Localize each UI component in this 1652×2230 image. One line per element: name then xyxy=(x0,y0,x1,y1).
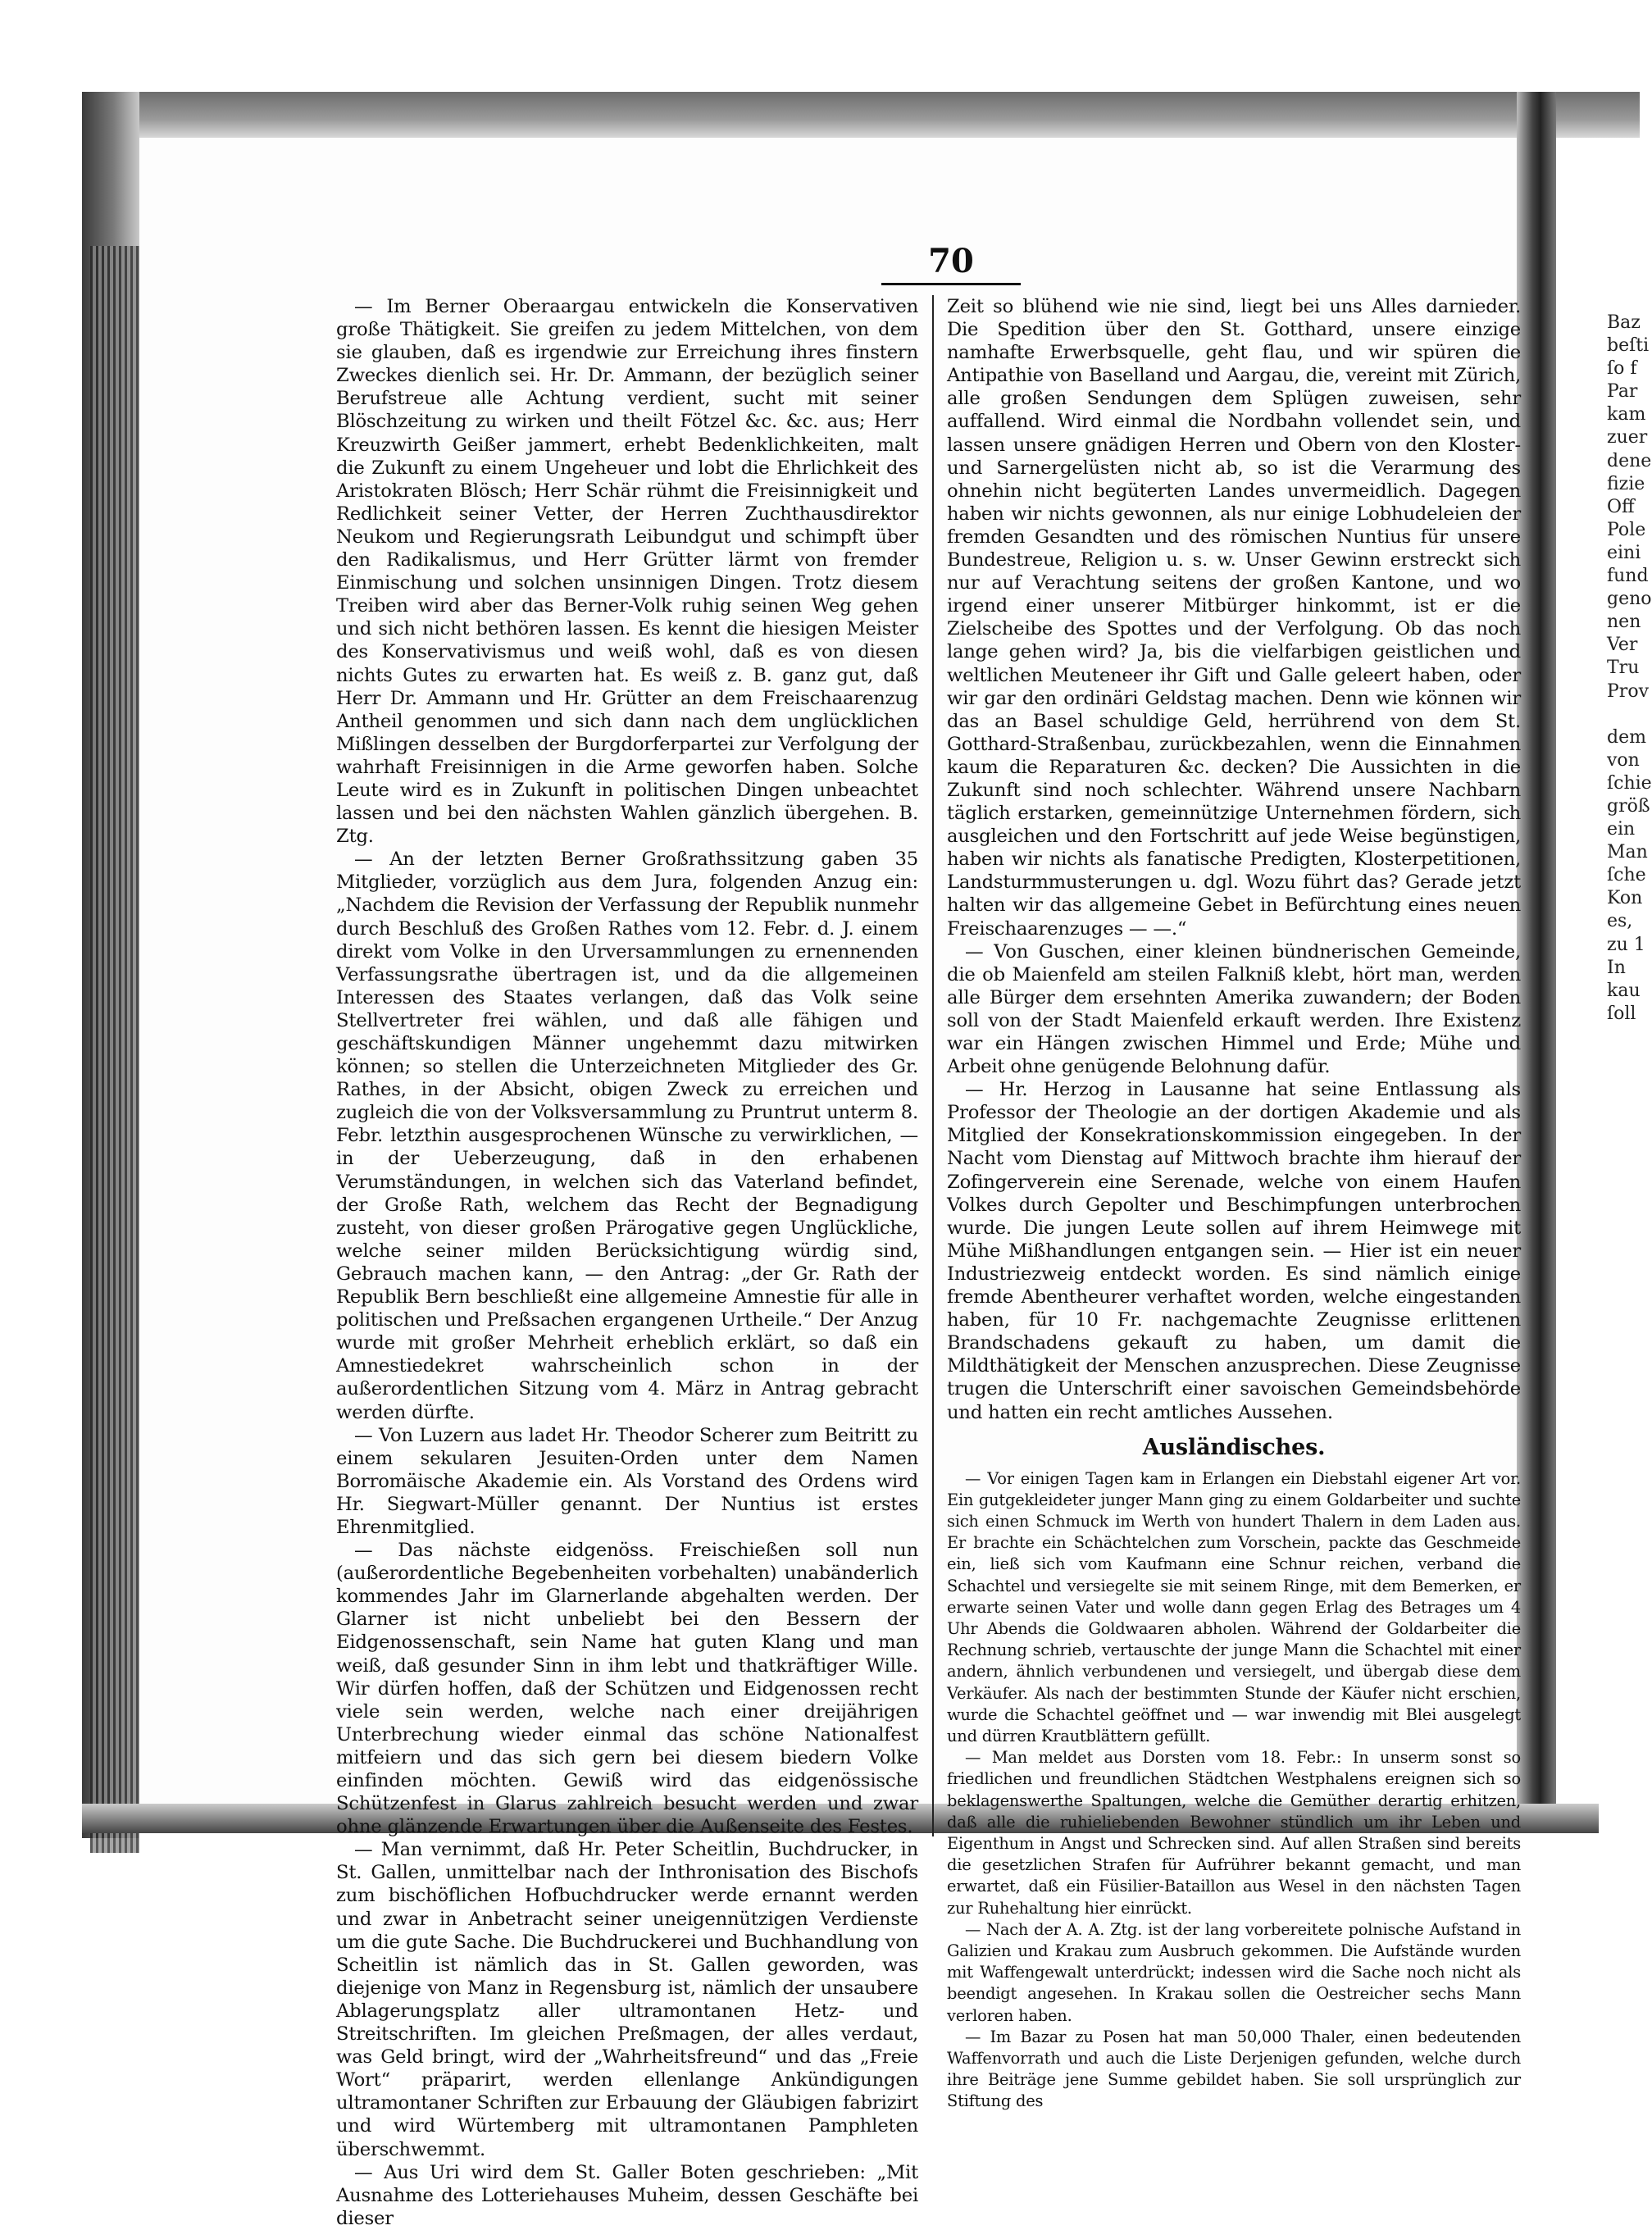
article-herzog: — Hr. Herzog in Lausanne hat seine Entlassung als Professor der Theologie an der dortigen Akademie und als Mitglied der Konsekrationskommission eingegeben. In der Nacht vom Dienstag auf Mittwoch brachte ihm hierauf der Zofingerverein eine Serenade, welche von einem Haufen Volkes durch Gepolter und Beschimpfungen unterbrochen wurde. Die jungen Leute sollen auf ihrem Heimwege mit Mühe Mißhandlungen entgangen sein. — Hier ist ein neuer Industriezweig entdeckt worden. Es sind nämlich einige fremde Abentheurer verhaftet worden, welche eingestanden haben, für 10 Fr. nachgemachte Zeugnisse erlittenen Brandschadens gekauft zu haben, um damit die Mildthätigkeit der Menschen anzusprechen. Diese Zeugnisse trugen die Unterschrift einer savoischen Gemeindsbehörde und hatten ein recht amtliches Aussehen. xyxy=(947,1079,1521,1423)
article-grossrathssitzung: — An der letzten Berner Großrathssitzung gaben 35 Mitglieder, vorzüglich aus dem Jura, folgenden Anzug ein: „Nachdem die Revision der Verfassung der Republik nunmehr durch Beschluß des Großen Rathes vom 12. Febr. d. J. einem direkt vom Volke in den Urversammlungen zu ernennenden Verfassungsrathe übertragen ist, und da die allgemeinen Interessen des Staates verlangen, daß das Volk seine Stellvertreter frei wählen, und daß alle fähigen und geschäftskundigen Männer ungehemmt dazu mitwirken können; so stellen die Unterzeichneten Mitglieder des Gr. Rathes, in der Absicht, obigen Zweck zu erreichen und zugleich die von der Volksversammlung zu Pruntrut unterm 8. Febr. letzthin ausgesprochenen Wünsche zu verwirklichen, — in der Ueberzeugung, daß in den erhabenen Verumständungen, in welchen sich das Vaterland befindet, der Große Rath, welchem das Recht der Begnadigung zusteht, von dieser großen Prärogative gegen Unglückliche, welche seiner milden Berücksichtigung würdig sind, Gebrauch machen kann, — den Antrag: „der Gr. Rath der Republik Bern beschließt eine allgemeine Amnestie für alle in politischen und Preßsachen ergangenen Urtheile.“ Der Anzug wurde mit großer Mehrheit erheblich erklärt, so daß ein Amnestiedekret wahrscheinlich schon in der außerordentlichen Sitzung vom 4. März in Antrag gebracht werden dürfte. xyxy=(336,849,918,1423)
left-column xyxy=(336,295,918,2230)
book-gutter-fold xyxy=(1517,92,1556,1822)
article-scheitlin: — Man vernimmt, daß Hr. Peter Scheitlin, Buchdrucker, in St. Gallen, unmittelbar nach der Inthronisation des Bischofs zum bischöflichen Hofbuchdrucker werde ernannt werden und zwar in Anbetracht seiner uneigennützigen Verdienste um die gute Sache. Die Buchdruckerei und Buchhandlung von Scheitlin ist nämlich das in St. Gallen geworden, was diejenige von Manz in Regensburg ist, nämlich der unsaubere Ablagerungsplatz aller ultramontanen Hetz- und Streitschriften. Im gleichen Preßmagen, der alles verdaut, was Geld bringt, wird der „Wahrheitsfreund“ und das „Freie Wort“ präparirt, werden ellenlange Ankündigungen ultramontaner Schriften zur Erbauung der Gläubigen fabrizirt und wird Würtemberg mit ultramontanen Pamphleten überschwemmt. xyxy=(336,1839,918,2160)
book-binding-edge xyxy=(90,246,139,1853)
book-shadow-top xyxy=(82,92,1640,138)
page-number: 70 xyxy=(928,242,974,280)
foreign-news-section xyxy=(947,1468,1521,2113)
adjacent-page-fragment: Baz beſti ſo f Par kam zuer dene fizie Off Pole eini fund geno nen Ver Tru Prov dem von ſchie größ ein Man ſche Kon es, zu 1 In kau ſoll xyxy=(1607,312,1652,1024)
article-uri-continued: Zeit so blühend wie nie sind, liegt bei uns Alles darnieder. Die Spedition über den St. Gotthard, unsere einzige namhafte Erwerbsquelle, geht flau, und wir spüren die Antipathie von Baselland und Aargau, die, vereint mit Zürich, alle großen Sendungen dem Splügen zuweisen, sehr auffallend. Wird einmal die Nordbahn vollendet sein, und lassen unsere gnädigen Herren und Obern von den Kloster- und Sarnergelüsten nicht ab, so ist die Verarmung des ohnehin nicht begüterten Landes unvermeidlich. Dagegen haben wir nichts gewonnen, als nur einige Lobhudeleien der fremden Gesandten und des römischen Nuntius für unsere Bundestreue, Religion u. s. w. Unser Gewinn erstreckt sich nur auf Verachtung seitens der großen Kantone, und wo irgend einer unserer Mitbürger hinkommt, ist er die Zielscheibe des Spottes und der Verfolgung. Ob das noch lange gehen wird? Ja, bis die vielfarbigen geistlichen und weltlichen Meuteneer ihr Gift und Galle geleert haben, oder wir gar den ordinäri Geldstag machen. Denn wie können wir das an Basel schuldige Geld, herrührend von dem St. Gotthard-Straßenbau, zurückbezahlen, wenn die Einnahmen kaum die Reparaturen &c. decken? Die Aussichten in die Zukunft sind noch schlechter. Während unsere Nachbarn täglich erstarken, gemeinnützige Unternehmen fördern, sich ausgleichen und den Fortschritt auf jede Weise begünstigen, haben wir nichts als fanatische Predigten, Klosterpetitionen, Landsturmmusterungen u. dgl. Wozu führt das? Gerade jetzt halten wir das allgemeine Gebet in Befürchtung eines neuen Freischaarenzuges — —.“ xyxy=(947,296,1521,940)
section-heading-auslaendisches: Ausländisches. xyxy=(1142,1434,1326,1460)
article-posen: — Im Bazar zu Posen hat man 50,000 Thaler, einen bedeutenden Waffenvorrath und auch die Liste Derjenigen gefunden, welche durch ihre Beiträge jene Summe gebildet haben. Sie soll ursprünglich zur Stiftung des xyxy=(947,2027,1521,2111)
right-column xyxy=(947,295,1521,2113)
article-luzern: — Von Luzern aus ladet Hr. Theodor Scherer zum Beitritt zu einem sekularen Jesuiten-Orden unter dem Namen Borromäische Akademie ein. Als Vorstand des Ordens wird Hr. Siegwart-Müller genannt. Der Nuntius ist erstes Ehrenmitglied. xyxy=(336,1424,918,1538)
column-divider xyxy=(932,295,934,1836)
article-dorsten: — Man meldet aus Dorsten vom 18. Febr.: In unserm sonst so friedlichen und freundlichen Städtchen Westphalens ereignen sich so beklagenswerthe Spaltungen, welche die Gemüther derartig erhitzen, daß alle die ruhieliebenden Bewohner stündlich um ihr Leben und Eigenthum in Angst und Schrecken sind. Auf allen Straßen sind bereits die gesetzlichen Strafen für Aufrührer bekannt gemacht, und man erwartet, daß ein Füsilier-Bataillon aus Wesel in den nächsten Tagen zur Ruhehaltung hier einrückt. xyxy=(947,1748,1521,1918)
article-galizien: — Nach der A. A. Ztg. ist der lang vorbereitete polnische Aufstand in Galizien und Krakau zum Ausbruch gekommen. Die Aufstände wurden mit Waffengewalt unterdrückt; indessen wird die Sache noch nicht als beendigt angesehen. In Krakau sollen die Oestreicher sechs Mann verloren haben. xyxy=(947,1919,1521,2025)
article-oberaargau: — Im Berner Oberaargau entwickeln die Konservativen große Thätigkeit. Sie greifen zu jedem Mittelchen, von dem sie glauben, daß es irgendwie zur Erreichung ihres finstern Zweckes dienlich sei. Hr. Dr. Ammann, der bezüglich seiner Berufstreue alle Achtung verdient, sucht mit seiner Blöschzeitung zu wirken und theilt Fötzel &c. &c. aus; Herr Kreuzwirth Geißer jammert, erhebt Bedenklichkeiten, malt die Zukunft zu einem Ungeheuer und lobt die Ehrlichkeit des Aristokraten Blösch; Herr Schär rühmt die Freisinnigkeit und Redlichkeit seiner Vetter, der Herren Zuchthausdirektor Neukom und Regierungsrath Leibundgut und schimpft über den Radikalismus, und Herr Grütter lärmt von fremder Einmischung und solchen unsinnigen Dingen. Trotz diesem Treiben wird aber das Berner-Volk ruhig seinen Weg gehen und sich nicht bethören lassen. Es kennt die hiesigen Meister des Konservativismus und weiß wohl, daß es von diesen nichts Gutes zu erwarten hat. Es weiß z. B. ganz gut, daß Herr Dr. Ammann und Hr. Grütter an dem Freischaarenzug Antheil genommen und sich dann nach dem unglücklichen Mißlingen desselben der Burgdorferpartei zur Verfolgung der wahrhaft Freisinnigen in die Arme geworfen haben. Solche Leute wird es in Zukunft in politischen Dingen unbeachtet lassen und bei den nächsten Wahlen gänzlich übergehen. B. Ztg. xyxy=(336,296,918,848)
article-uri-start: — Aus Uri wird dem St. Galler Boten geschrieben: „Mit Ausnahme des Lotteriehauses Muheim, dessen Geschäfte bei dieser xyxy=(336,2161,918,2229)
article-erlangen: — Vor einigen Tagen kam in Erlangen ein Diebstahl eigener Art vor. Ein gutgekleideter junger Mann ging zu einem Goldarbeiter und suchte sich einen Schmuck im Werth von hundert Thalern in dem Laden aus. Er brachte ein Schächtelchen zum Vorschein, packte das Geschmeide ein, ließ sich vom Kaufmann eine Schnur reichen, verband die Schachtel und versiegelte sie mit seinem Ringe, mit dem Bemerken, er erwarte seinen Vater und wolle dann gegen Erlag des Betrages um 4 Uhr Abends die Goldwaaren abholen. Während der Goldarbeiter die Rechnung schrieb, vertauschte der junge Mann die Schachtel mit einer andern, ähnlich verbundenen und versiegelt, und übergab diese dem Verkäufer. Als nach der bestimmten Stunde der Käufer nicht erschien, wurde die Schachtel geöffnet und — war inwendig mit Blei ausgelegt und dürren Krautblättern gefüllt. xyxy=(947,1468,1521,1746)
article-guschen: — Von Guschen, einer kleinen bündnerischen Gemeinde, die ob Maienfeld am steilen Falkniß klebt, hört man, werden alle Bürger dem ersehnten Amerika zuwandern; der Boden soll von der Stadt Maienfeld erkauft werden. Ihre Existenz war ein Hängen zwischen Himmel und Erde; Mühe und Arbeit ohne genügende Belohnung dafür. xyxy=(947,940,1521,1078)
article-freischiessen: — Das nächste eidgenöss. Freischießen soll nun (außerordentliche Begebenheiten vorbehalten) unabänderlich kommendes Jahr im Glarnerlande abgehalten werden. Der Glarner ist nicht unbeliebt bei den Bessern der Eidgenossenschaft, sein Name hat guten Klang und man weiß, daß gesunder Sinn in ihm lebt und thatkräftiger Wille. Wir dürfen hoffen, daß der Schützen und Eidgenossen recht viele sein werden, welche nach einer dreijährigen Unterbrechung wieder einmal das schöne Nationalfest mitfeiern und das sich gern bei diesem biedern Volke einfinden möchten. Gewiß wird das eidgenössische Schützenfest in Glarus zahlreich besucht werden und zwar ohne glänzende Erwartungen über die Außenseite des Festes. xyxy=(336,1540,918,1838)
page-number-rule xyxy=(881,283,1021,285)
